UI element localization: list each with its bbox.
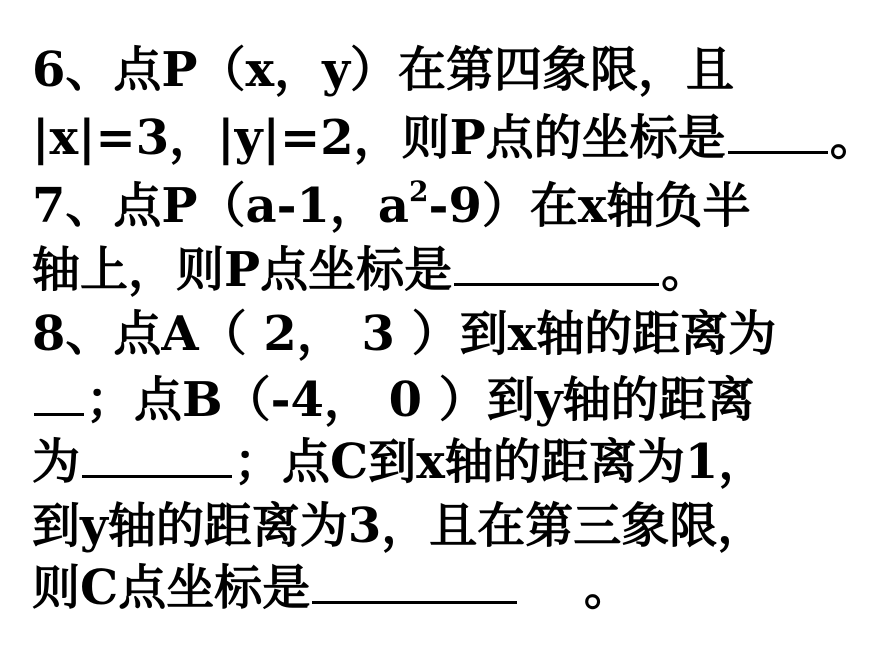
problem-7-text-1a: 7、点P（a-1，a [32,178,410,234]
problem-8-text-5a: 则C点坐标是 [32,560,311,616]
problem-7-text-1b: -9）在x轴负半 [428,178,751,234]
problem-8-blank-a-distance[interactable] [34,373,84,416]
problem-7-period: 。 [661,242,710,298]
problem-7-superscript: 2 [409,175,429,208]
problem-6-answer-blank[interactable] [728,111,828,154]
problem-6-line-1 [32,40,734,100]
problem-8-text-4: 到y轴的距离为3，且在第三象限， [32,498,766,554]
problem-8-text-3b: ；点C到x轴的距离为1， [234,434,767,490]
problem-6-period: 。 [829,110,878,166]
problem-8-line-5 [32,558,632,618]
problem-8-text-1: 8、点A（ 2， 3 ）到x轴的距离为 [32,306,777,362]
problem-8-line-4 [32,496,765,556]
problem-7-line-1 [32,176,750,236]
problem-8-line-2 [32,370,755,430]
problem-7-text-2: 轴上，则P点坐标是 [32,242,453,298]
problem-6-line-2 [32,108,878,168]
problem-8-line-1 [32,304,776,364]
problem-6-text-2: |x|=3，|y|=2，则P点的坐标是 [32,110,726,166]
problem-8-blank-c-coordinates[interactable] [312,561,517,604]
problem-8-text-2: ；点B（-4， 0 ）到y轴的距离 [86,372,755,428]
problem-8-period: 。 [519,560,632,616]
problem-8-text-3a: 为 [32,434,81,490]
problem-7-line-2 [32,240,709,300]
problem-6-text-1: 6、点P（x，y）在第四象限，且 [32,42,735,98]
problem-8-line-3 [32,432,766,492]
problem-8-blank-b-distance[interactable] [82,435,232,478]
problem-7-answer-blank[interactable] [454,243,659,286]
